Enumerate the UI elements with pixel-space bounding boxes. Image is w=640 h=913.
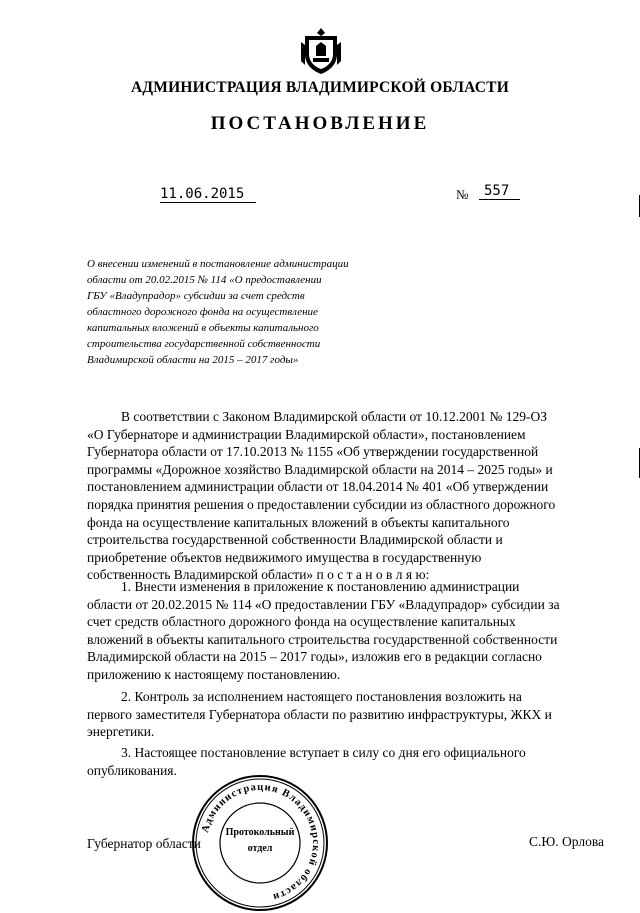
subject-line: ГБУ «Владупрадор» субсидии за счет средств: [87, 290, 305, 302]
paragraph-line: вложений в объекты капитального строительства государственной собственности: [87, 631, 558, 647]
paragraph-line: Владимирской области на 2015 – 2017 годы», изложив его в редакции согласно: [87, 649, 542, 665]
paragraph-line: В соответствии с Законом Владимирской области от 10.12.2001 № 129-ОЗ: [121, 409, 547, 424]
paragraph-line: собственность Владимирской области» п о с т а н о в л я ю:: [87, 567, 430, 583]
subject-line: капитальных вложений в объекты капитального: [87, 322, 319, 334]
paragraph-line: области от 20.02.2015 № 114 «О предоставлении ГБУ «Владупрадор» субсидии за: [87, 596, 560, 612]
paragraph-line: постановлением администрации области от 18.04.2014 № 401 «Об утверждении: [87, 479, 549, 495]
document-type: ПОСТАНОВЛЕНИЕ: [210, 113, 430, 134]
subject-line: О внесении изменений в постановление администрации: [87, 258, 349, 270]
paragraph-line: 1. Внести изменения в приложение к постановлению администрации: [121, 579, 520, 594]
stamp-center-line: отдел: [247, 843, 273, 854]
paragraph-line: энергетики.: [87, 724, 155, 740]
paragraph-line: счет средств областного дорожного фонда на осуществление капитальных: [87, 614, 516, 630]
subject-line: Владимирской области на 2015 – 2017 годы»: [87, 354, 299, 366]
number-label: №: [456, 187, 469, 202]
paragraph-line: первого заместителя Губернатора области по развитию инфраструктуры, ЖКХ и: [87, 706, 552, 722]
stamp-center-line: Протокольный: [225, 827, 295, 838]
subject-block: [87, 256, 397, 368]
signatory-title: Губернатор области: [87, 836, 201, 851]
subject-line: областного дорожного фонда на осуществление: [87, 306, 318, 318]
paragraph-line: приобретение объектов недвижимого имущества в государственную: [87, 549, 482, 565]
intro-paragraph: [87, 408, 618, 584]
item-2-paragraph: [87, 688, 618, 741]
paragraph-line: 3. Настоящее постановление вступает в силу со дня его официального: [121, 745, 526, 760]
coat-of-arms-icon: [299, 26, 343, 76]
official-stamp: [190, 773, 330, 913]
paragraph-line: «О Губернаторе и администрации Владимирской области», постановлением: [87, 426, 526, 442]
paragraph-line: строительства государственной собственности Владимирской области и: [87, 532, 503, 548]
stamp-ring-text: Администрация Владимирской области: [200, 781, 322, 903]
subject-line: области от 20.02.2015 № 114 «О предоставлении: [87, 274, 322, 286]
subject-line: строительства государственной собственности: [87, 338, 321, 350]
document-date: 11.06.2015: [160, 186, 256, 203]
paragraph-line: фонда на осуществление капитальных вложений в объекты капитального: [87, 514, 510, 530]
document-number: 557: [479, 183, 520, 200]
paragraph-line: порядка принятия решения о предоставлении субсидии из областного дорожного: [87, 496, 556, 512]
paragraph-line: программы «Дорожное хозяйство Владимирской области на 2014 – 2025 годы» и: [87, 461, 553, 477]
item-1-paragraph: [87, 578, 618, 684]
paragraph-line: опубликования.: [87, 762, 177, 778]
organization-title: АДМИНИСТРАЦИЯ ВЛАДИМИРСКОЙ ОБЛАСТИ: [131, 79, 509, 96]
item-3-paragraph: [87, 744, 618, 779]
paragraph-line: Губернатора области от 17.10.2013 № 1155 «Об утверждении государственной: [87, 444, 539, 460]
signatory-name: С.Ю. Орлова: [529, 834, 605, 849]
paragraph-line: приложению к настоящему постановлению.: [87, 666, 341, 682]
paragraph-line: 2. Контроль за исполнением настоящего постановления возложить на: [121, 689, 522, 704]
